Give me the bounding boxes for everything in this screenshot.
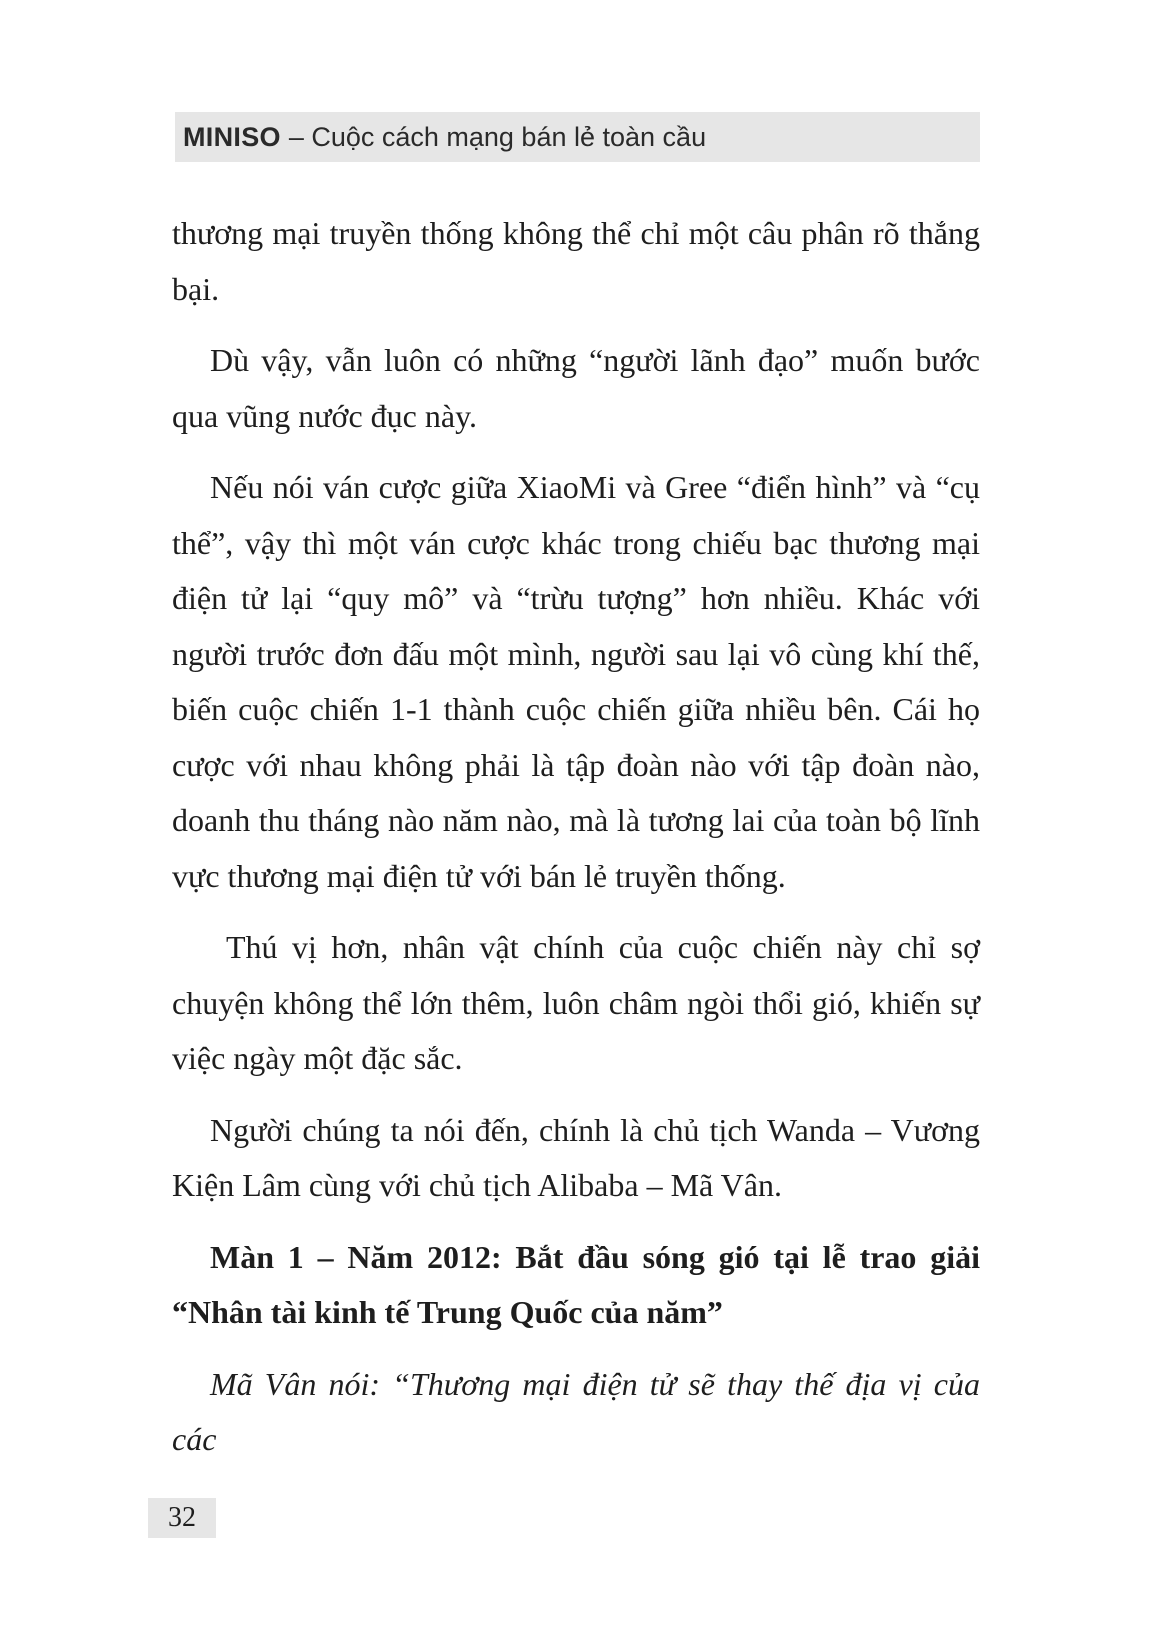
paragraph-2: Dù vậy, vẫn luôn có những “người lãnh đạo” muốn bước qua vũng nước đục này. <box>172 342 980 434</box>
header-subtitle: – Cuộc cách mạng bán lẻ toàn cầu <box>288 121 707 152</box>
paragraph-1: thương mại truyền thống không thể chỉ một câu phân rõ thắng bại. <box>172 215 980 307</box>
paragraph-5: Người chúng ta nói đến, chính là chủ tịch Wanda – Vương Kiện Lâm cùng với chủ tịch Alibaba – Mã Vân. <box>172 1111 980 1203</box>
header-brand: MINISO <box>183 121 281 152</box>
section-heading: Màn 1 – Năm 2012: Bắt đầu sóng gió tại lễ trao giải “Nhân tài kinh tế Trung Quốc của năm” <box>172 1238 980 1330</box>
running-header <box>175 112 980 162</box>
body-text <box>172 206 980 1484</box>
paragraph-3: Nếu nói ván cược giữa XiaoMi và Gree “điển hình” và “cụ thể”, vậy thì một ván cược khác trong chiếu bạc thương mại điện tử lại “quy mô” và “trừu tượng” hơn nhiều. Khác với người trước đơn đấu một mình, người sau lại vô cùng khí thế, biến cuộc chiến 1-1 thành cuộc chiến giữa nhiều bên. Cái họ cược với nhau không phải là tập đoàn nào với tập đoàn nào, doanh thu tháng nào năm nào, mà là tương lai của toàn bộ lĩnh vực thương mại điện tử với bán lẻ truyền thống. <box>172 469 980 894</box>
paragraph-4: Thú vị hơn, nhân vật chính của cuộc chiến này chỉ sợ chuyện không thể lớn thêm, luôn châm ngòi thổi gió, khiến sự việc ngày một đặc sắc. <box>172 929 980 1076</box>
quote-paragraph: Mã Vân nói: “Thương mại điện tử sẽ thay thế địa vị của các <box>172 1365 980 1457</box>
page-number: 32 <box>148 1498 216 1538</box>
